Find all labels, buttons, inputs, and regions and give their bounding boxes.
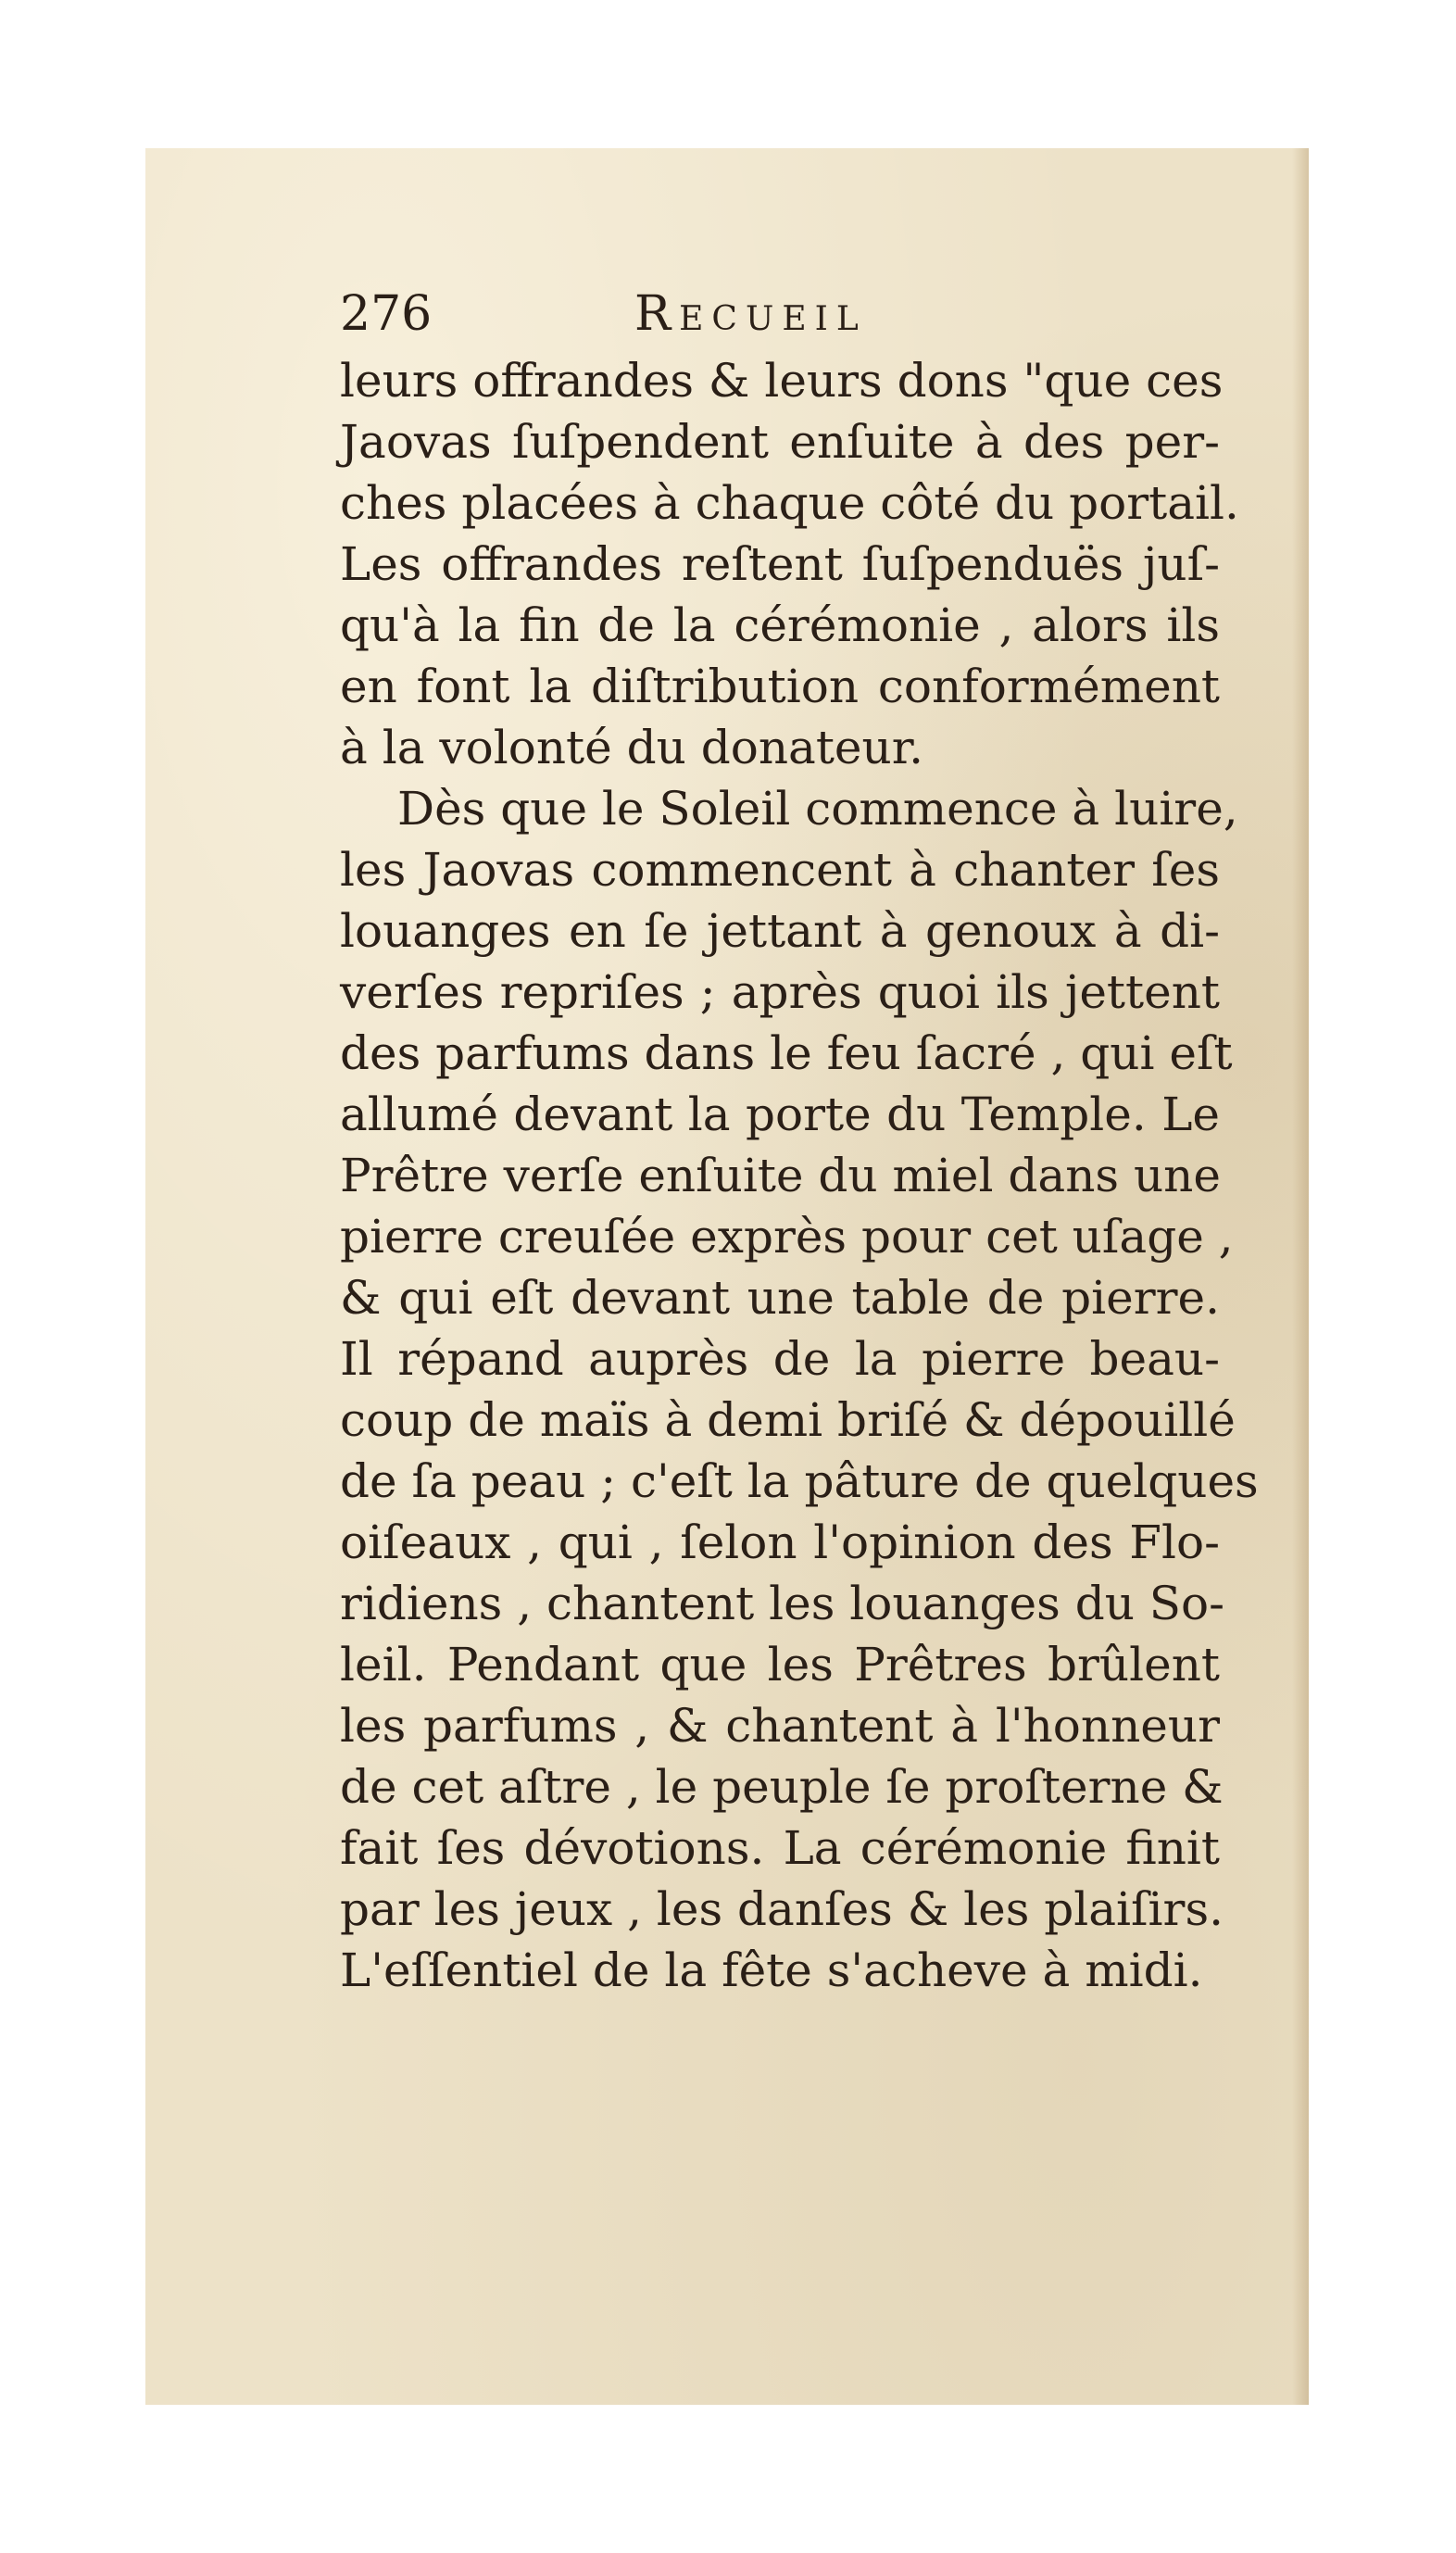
text-line: ches placées à chaque côté du portail. bbox=[340, 476, 1239, 530]
text-line: pierre creuſée exprès pour cet uſage , bbox=[340, 1210, 1234, 1264]
text-line: fait ſes dévotions. La cérémonie finit bbox=[340, 1821, 1220, 1875]
text-line: L'eſſentiel de la fête s'acheve à midi. bbox=[340, 1943, 1203, 1997]
text-line: allumé devant la porte du Temple. Le bbox=[340, 1088, 1220, 1141]
text-line: les parfums , & chantent à l'honneur bbox=[340, 1699, 1220, 1753]
text-line: qu'à la fin de la cérémonie , alors ils bbox=[340, 598, 1220, 652]
text-line: Il répand auprès de la pierre beau- bbox=[340, 1332, 1220, 1386]
page-edge-shadow bbox=[1292, 148, 1309, 2405]
page-number: 276 bbox=[340, 286, 433, 342]
text-line: coup de maïs à demi briſé & dépouillé bbox=[340, 1393, 1236, 1447]
text-line: des parfums dans le feu ſacré , qui eſt bbox=[340, 1026, 1233, 1080]
text-line: verſes repriſes ; après quoi ils jettent bbox=[340, 965, 1220, 1019]
text-line: Jaovas ſuſpendent enſuite à des per- bbox=[340, 415, 1220, 469]
text-line: par les jeux , les danſes & les plaiſirs. bbox=[340, 1882, 1224, 1936]
text-line: louanges en ſe jettant à genoux à di- bbox=[340, 904, 1220, 958]
text-line: leil. Pendant que les Prêtres brûlent bbox=[340, 1638, 1220, 1692]
text-line: Prêtre verſe enſuite du miel dans une bbox=[340, 1149, 1221, 1202]
text-line: Dès que le Soleil commence à luire, bbox=[397, 782, 1238, 836]
text-block bbox=[340, 278, 1259, 2001]
text-line: & qui eſt devant une table de pierre. bbox=[340, 1271, 1220, 1325]
text-line: Les offrandes reſtent ſuſpenduës juſ- bbox=[340, 537, 1220, 591]
running-title: Recueil bbox=[634, 286, 867, 342]
text-line: en font la diſtribution conformément bbox=[340, 660, 1220, 713]
text-line: de ſa peau ; c'eſt la pâture de quelques bbox=[340, 1454, 1259, 1508]
book-page bbox=[145, 148, 1309, 2405]
text-line: leurs offrandes & leurs dons "que ces bbox=[340, 354, 1224, 408]
text-line: les Jaovas commencent à chanter ſes bbox=[340, 843, 1220, 897]
text-line: oiſeaux , qui , ſelon l'opinion des Flo- bbox=[340, 1515, 1220, 1569]
text-line: ridiens , chantent les louanges du So- bbox=[340, 1577, 1225, 1630]
running-head bbox=[340, 278, 1220, 350]
paragraph-2 bbox=[340, 778, 1259, 2001]
text-line: à la volonté du donateur. bbox=[340, 721, 924, 774]
text-line: de cet aſtre , le peuple ſe proſterne & bbox=[340, 1760, 1224, 1814]
paragraph-1 bbox=[340, 350, 1239, 778]
